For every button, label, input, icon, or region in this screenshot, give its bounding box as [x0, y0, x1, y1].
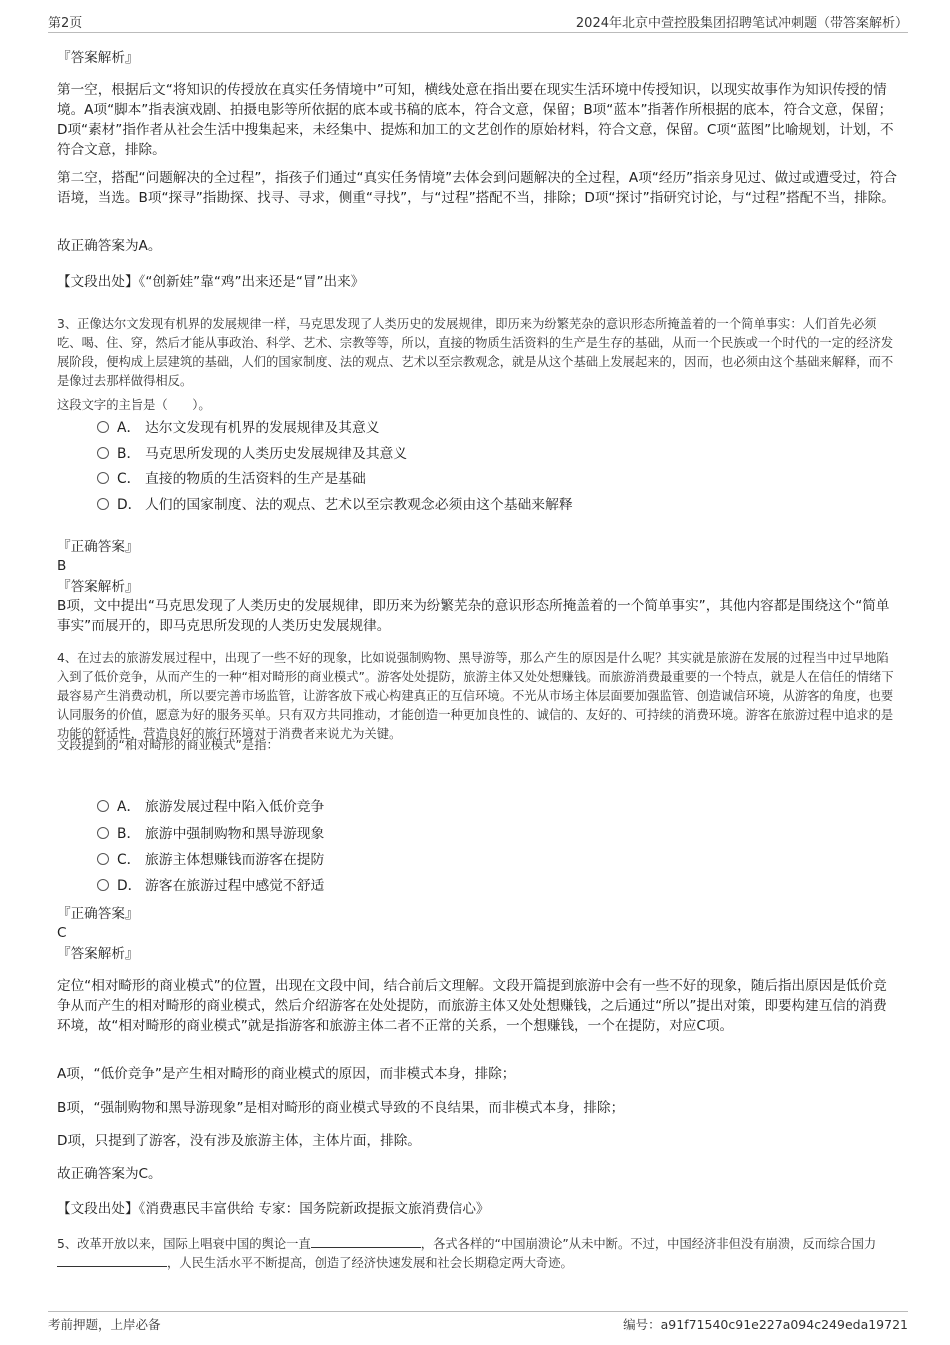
q4-option-d[interactable]: D． 游客在旅游过程中感觉不舒适 [97, 876, 324, 896]
document-title: 2024年北京中萱控股集团招聘笔试冲刺题（带答案解析） [575, 16, 908, 31]
q2-analysis-para1: 第一空，根据后文“将知识的传授放在真实任务情境中”可知，横线处意在指出要在现实生活环境中传授知识，以现实故事作为知识传授的情境。A项“脚本”指表演戏剧、拍摄电影等所依据的底本或书稿的底本，符合文意，保留；B项“蓝本”指著作所根据的底本，符合文意，保留；D项“素材”指作者从社会生活中搜集起来，未经集中、提炼和加工的文艺创作的原始材料，符合文意，保留。C项“蓝图”比喻规划，计划，不符合文意，排除。 [57, 82, 894, 158]
q3-analysis: B项，文中提出“马克思发现了人类历史的发展规律，即历来为纷繁芜杂的意识形态所掩盖着的一个简单事实”，其他内容都是围绕这个“简单事实”而展开的，即马克思所发现的人类历史发展规律。 [57, 598, 890, 634]
q4-conclusion: 故正确答案为C。 [57, 1166, 162, 1182]
q4-question: 文段提到的“相对畸形的商业模式”是指： [57, 738, 279, 752]
page-header [48, 12, 908, 33]
radio-icon[interactable] [97, 498, 109, 510]
page-footer [48, 1311, 908, 1332]
q3-analysis-label: 『答案解析』 [57, 579, 139, 595]
q2-analysis-label: 『答案解析』 [57, 50, 139, 66]
radio-icon[interactable] [97, 800, 109, 812]
q4-answer-label: 『正确答案』 [57, 906, 139, 922]
q4-option-a[interactable]: A． 旅游发展过程中陷入低价竞争 [97, 797, 324, 817]
q2-analysis-para2: 第二空，搭配“问题解决的全过程”，指孩子们通过“真实任务情境”去体会到问题解决的全过程，A项“经历”指亲身见过、做过或遭受过，符合语境，当选。B项“探寻”指勘探、找寻、寻求，侧重“寻找”，与“过程”搭配不当，排除；D项“探讨”指研究讨论，与“过程”搭配不当，排除。 [57, 170, 897, 206]
q4-answer: C [57, 925, 67, 941]
radio-icon[interactable] [97, 472, 109, 484]
q4-option-b[interactable]: B． 旅游中强制购物和黑导游现象 [97, 824, 324, 844]
q3-answer: B [57, 558, 67, 574]
q3-stem: 3、正像达尔文发现有机界的发展规律一样，马克思发现了人类历史的发展规律，即历来为纷繁芜杂的意识形态所掩盖着的一个简单事实：人们首先必须吃、喝、住、穿，然后才能从事政治、科学、艺术、宗教等等，所以，直接的物质生活资料的生产是生存的基础，从而一个民族或一个时代的一定的经济发展阶段，便构成上层建筑的基础，人们的国家制度、法的观点、艺术以至宗教观念，就是从这个基础上发展起来的，因而，也必须由这个基础来解释，而不是像过去那样做得相反。 [57, 317, 894, 388]
q3-question: 这段文字的主旨是（ ）。 [57, 398, 211, 412]
fill-blank-1[interactable] [311, 1247, 421, 1248]
radio-icon[interactable] [97, 879, 109, 891]
q4-note-b: B项，“强制购物和黑导游现象”是相对畸形的商业模式导致的不良结果，而非模式本身，排除； [57, 1100, 625, 1116]
q4-source: 【文段出处】《消费惠民丰富供给 专家：国务院新政提振文旅消费信心》 [57, 1201, 490, 1217]
q4-note-d: D项，只提到了游客，没有涉及旅游主体，主体片面，排除。 [57, 1133, 421, 1149]
q3-option-b[interactable]: B． 马克思所发现的人类历史发展规律及其意义 [97, 444, 407, 464]
q2-conclusion: 故正确答案为A。 [57, 238, 162, 254]
page-number: 第2页 [48, 16, 83, 31]
fill-blank-2[interactable] [57, 1266, 167, 1267]
radio-icon[interactable] [97, 447, 109, 459]
q4-analysis-label: 『答案解析』 [57, 946, 139, 962]
footer-slogan: 考前押题，上岸必备 [48, 1317, 161, 1332]
q3-option-a[interactable]: A． 达尔文发现有机界的发展规律及其意义 [97, 418, 380, 438]
q3-option-d[interactable]: D． 人们的国家制度、法的观点、艺术以至宗教观念必须由这个基础来解释 [97, 495, 573, 515]
q4-note-a: A项，“低价竞争”是产生相对畸形的商业模式的原因，而非模式本身，排除； [57, 1066, 516, 1082]
q5-stem: 5、改革开放以来，国际上唱衰中国的舆论一直 ，各式各样的“中国崩溃论”从未中断。不过，中国经济非但没有崩溃，反而综合国力，人民生活水平不断提高，创造了经济快速发展和社会长期稳定两大奇迹。 [57, 1237, 877, 1270]
radio-icon[interactable] [97, 827, 109, 839]
q3-answer-label: 『正确答案』 [57, 539, 139, 555]
radio-icon[interactable] [97, 853, 109, 865]
document-code: 编号：a91f71540c91e227a094c249eda19721 [623, 1317, 908, 1332]
q2-source: 【文段出处】《“创新娃”靠“鸡”出来还是“冒”出来》 [57, 274, 365, 290]
q4-option-c[interactable]: C． 旅游主体想赚钱而游客在提防 [97, 850, 324, 870]
q3-option-c[interactable]: C． 直接的物质的生活资料的生产是基础 [97, 469, 366, 489]
q4-analysis: 定位“相对畸形的商业模式”的位置，出现在文段中间，结合前后文理解。文段开篇提到旅游中会有一些不好的现象，随后指出原因是低价竞争从而产生的相对畸形的商业模式，然后介绍游客在处处提防，而旅游主体又处处想赚钱，之后通过“所以”提出对策，即要构建互信的消费环境，故“相对畸形的商业模式”就是指游客和旅游主体二者不正常的关系，一个想赚钱，一个在提防，对应C项。 [57, 978, 887, 1034]
q4-stem: 4、在过去的旅游发展过程中，出现了一些不好的现象，比如说强制购物、黑导游等，那么产生的原因是什么呢？其实就是旅游在发展的过程当中过早地陷入到了低价竞争，从而产生的一种“相对畸形的商业模式”。游客处处提防，旅游主体又处处想赚钱。而旅游消费最重要的一个特点，就是人在信任的情绪下最容易产生消费动机，所以要完善市场监管，让游客放下戒心构建真正的互信环境。不光从市场主体层面要加强监管、创造诚信环境，从游客的角度，也要认同服务的价值，愿意为好的服务买单。只有双方共同推动，才能创造一种更加良性的、诚信的、友好的、可持续的消费环境。游客在旅游过程中追求的是功能的舒适性，营造良好的旅行环境对于消费者来说尤为关键。 [57, 651, 894, 741]
radio-icon[interactable] [97, 421, 109, 433]
